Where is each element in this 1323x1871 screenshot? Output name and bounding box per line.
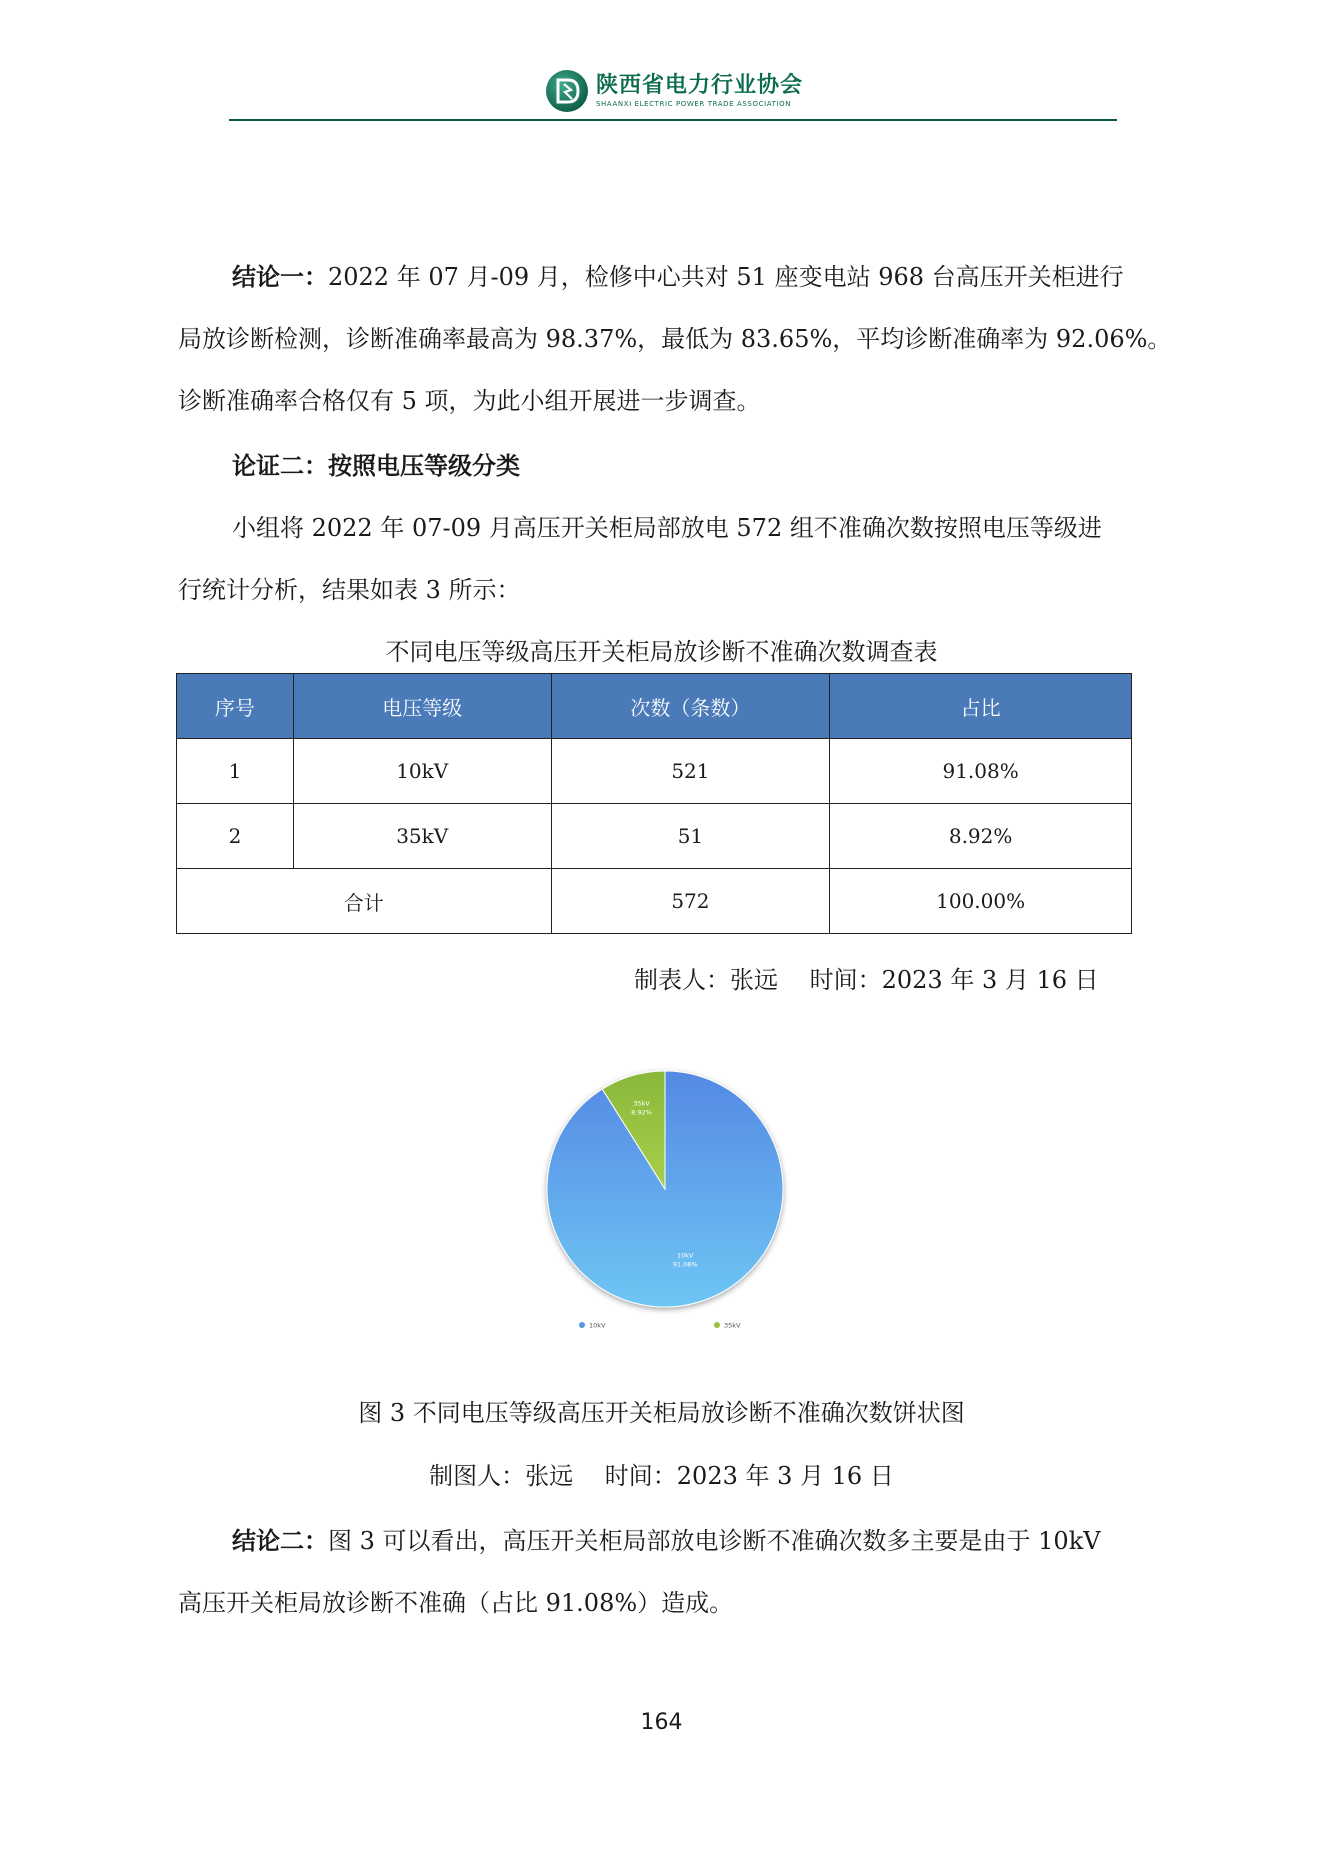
table-caption: 不同电压等级高压开关柜局放诊断不准确次数调查表: [385, 638, 938, 666]
cell-total-label: 合计: [177, 869, 552, 934]
intro-line-1: 小组将 2022 年 07-09 月高压开关柜局部放电 572 组不准确次数按照电压等级进: [232, 514, 1102, 542]
org-logo: [544, 68, 803, 114]
header-ratio: 占比: [830, 674, 1132, 739]
table-row: [177, 804, 1132, 869]
conclusion-one-label: 结论一：: [232, 263, 328, 291]
figure-caption: 图 3 不同电压等级高压开关柜局放诊断不准确次数饼状图: [358, 1399, 965, 1427]
argument-two-heading: 论证二：按照电压等级分类: [232, 452, 520, 480]
voltage-stats-table: [176, 673, 1132, 934]
org-name-en: SHAANXI ELECTRIC POWER TRADE ASSOCIATION: [596, 100, 792, 108]
conclusion-one-line-2: 局放诊断检测，诊断准确率最高为 98.37%，最低为 83.65%，平均诊断准确率为 92.06%。: [178, 325, 1172, 353]
conclusion-two-line-2: 高压开关柜局放诊断不准确（占比 91.08%）造成。: [178, 1589, 734, 1617]
association-logo-icon: [544, 68, 590, 114]
header-count: 次数（条数）: [551, 674, 830, 739]
header-divider: [229, 119, 1117, 121]
pie-slice-label-name: 35kV: [633, 1099, 650, 1108]
cell-count: 51: [551, 804, 830, 869]
page-number: 164: [640, 1710, 683, 1735]
conclusion-one-line-1: 2022 年 07 月-09 月，检修中心共对 51 座变电站 968 台高压开关柜进行: [328, 263, 1124, 291]
table-header-row: [177, 674, 1132, 739]
header-index: 序号: [177, 674, 294, 739]
conclusion-one-paragraph: [178, 246, 1172, 432]
cell-voltage: 35kV: [293, 804, 551, 869]
cell-ratio: 91.08%: [830, 739, 1132, 804]
legend-label-35kv: 35kV: [724, 1321, 741, 1330]
page-header: [229, 64, 1117, 124]
figure-maker-note: 制图人：张远 时间：2023 年 3 月 16 日: [429, 1462, 894, 1490]
intro-line-2: 行统计分析，结果如表 3 所示：: [178, 576, 521, 604]
cell-ratio: 8.92%: [830, 804, 1132, 869]
cell-total-ratio: 100.00%: [830, 869, 1132, 934]
legend-label-10kv: 10kV: [589, 1321, 606, 1330]
conclusion-two-paragraph: [178, 1510, 1168, 1634]
conclusion-two-line-1: 图 3 可以看出，高压开关柜局部放电诊断不准确次数多主要是由于 10kV: [328, 1527, 1101, 1555]
cell-count: 521: [551, 739, 830, 804]
pie-slice-label-pct: 8.92%: [631, 1108, 652, 1117]
org-name-cn: 陕西省电力行业协会: [596, 73, 804, 98]
pie-slice-label-name: 10kV: [676, 1251, 694, 1260]
table-row: [177, 739, 1132, 804]
cell-index: 1: [177, 739, 294, 804]
legend-swatch-35kv: [714, 1322, 720, 1328]
table-total-row: [177, 869, 1132, 934]
legend-swatch-10kv: [579, 1322, 585, 1328]
voltage-pie-chart: [520, 1044, 810, 1334]
header-voltage: 电压等级: [293, 674, 551, 739]
pie-slice-label-pct: 91.08%: [672, 1260, 698, 1269]
intro-paragraph: [178, 497, 1168, 621]
table-maker-note: 制表人：张远 时间：2023 年 3 月 16 日: [634, 966, 1099, 994]
conclusion-one-line-3: 诊断准确率合格仅有 5 项，为此小组开展进一步调查。: [178, 387, 761, 415]
conclusion-two-label: 结论二：: [232, 1527, 328, 1555]
cell-voltage: 10kV: [293, 739, 551, 804]
cell-index: 2: [177, 804, 294, 869]
cell-total-count: 572: [551, 869, 830, 934]
